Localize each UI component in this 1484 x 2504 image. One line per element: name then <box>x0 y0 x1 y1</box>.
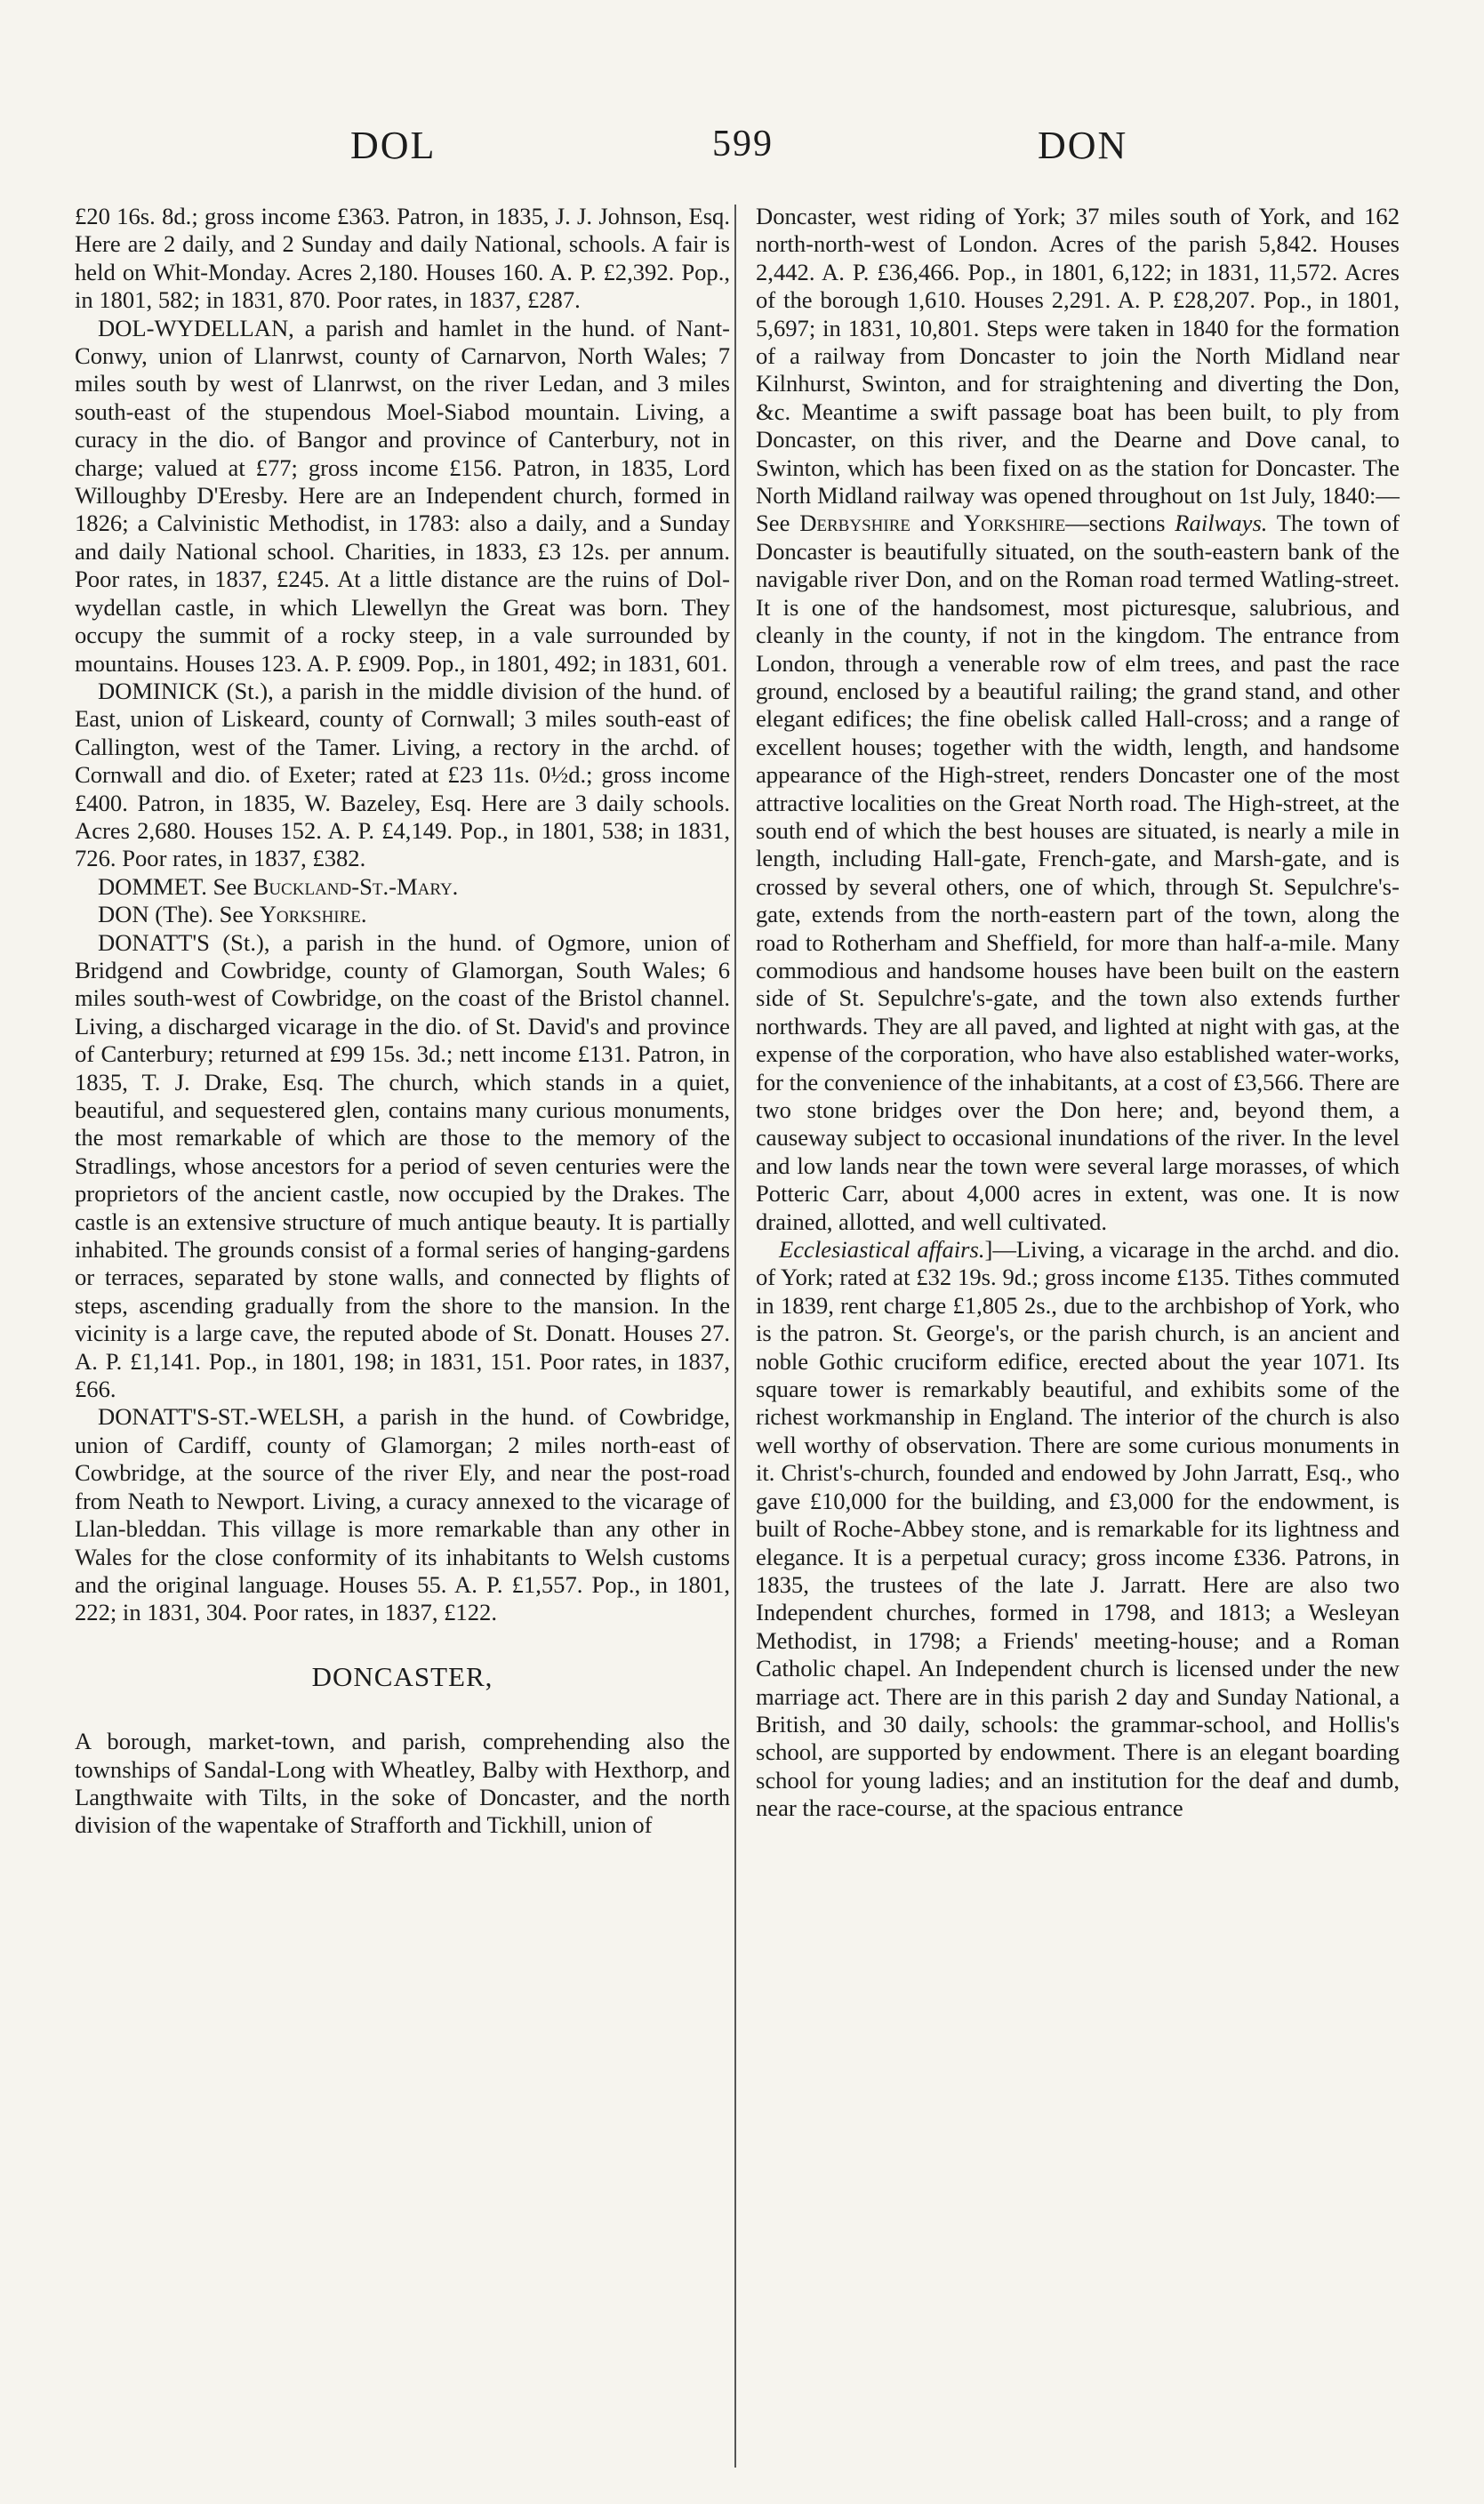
cross-reference: Derbyshire <box>799 510 910 537</box>
entry-donatts-st-welsh: DONATT'S-ST.-WELSH, a parish in the hund. of Cowbridge, union of Cardiff, county of Glamorgan; 2 miles north-east of Cowbridge, at the source of the river Ely, and near the post-road from Neath to Newport. Living, a curacy annexed to the vicarage of Llan-bleddan. This village is more remarkable than any other in Wales for the close conformity of its inhabitants to Welsh customs and the original language. Houses 55. A. P. £1,557. Pop., in 1801, 222; in 1831, 304. Poor rates, in 1837, £122. <box>75 1403 730 1626</box>
entry-doncaster-continued <box>756 203 1400 1236</box>
column-divider <box>734 205 736 2468</box>
doncaster-text-a: Doncaster, west riding of York; 37 miles south of York, and 162 north-north-west of London. Acres of the parish 5,842. Houses 2,442. A. P. £36,466. Pop., in 1801, 6,122; in 1831, 11,572. Acres of the borough 1,610. Houses 2,291. A. P. £28,207. Pop., in 1801, 5,697; in 1831, 10,801. Steps were taken in 1840 for the formation of a railway from Doncaster to join the North Midland near Kilnhurst, Swinton, and for straightening and diverting the Don, &c. Meantime a swift passage boat has been built, to ply from Doncaster, on this river, and the Dearne and Dove canal, to Swinton, which has been fixed on as the station for Doncaster. The North Midland railway was opened throughout on 1st July, 1840:—See <box>756 203 1400 537</box>
running-head-right: DON <box>1038 124 1128 167</box>
running-head-left: DOL <box>350 124 437 167</box>
sections-label: —sections <box>1065 510 1166 537</box>
see-label: See <box>219 901 254 928</box>
see-label: See <box>213 872 247 900</box>
cross-reference: Yorkshire. <box>259 901 367 928</box>
entry-doncaster-intro: A borough, market-town, and parish, comprehending also the townships of Sandal-Long with Wheatley, Balby with Hexthorp, and Langthwaite with Tilts, in the soke of Doncaster, and the north division of the wapentake of Strafforth and Tickhill, union of <box>75 1728 730 1839</box>
doncaster-text-b: The town of Doncaster is beautifully situated, on the south-eastern bank of the navigable river Don, and on the Roman road termed Watling-street. It is one of the handsomest, most picturesque, salubrious, and cleanly in the county, if not in the kingdom. The entrance from London, through a venerable row of elm trees, and past the race ground, enclosed by a beautiful railing; the grand stand, and other elegant edifices; the fine obelisk called Hall-cross; and a range of excellent houses; together with the width, length, and handsome appearance of the High-street, renders Doncaster one of the most attractive localities on the Great North road. The High-street, at the south end of which the best houses are situated, is nearly a mile in length, including Hall-gate, French-gate, and Marsh-gate, and is crossed by several others, one of which, through St. Sepulchre's-gate, extends from the north-eastern part of the town, along the road to Rotherham and Sheffield, for more than half-a-mile. Many commodious and handsome houses have been built on the eastern side of St. Sepulchre's-gate, and the town also extends further northwards. They are all paved, and lighted at night with gas, at the expense of the corporation, who have also established water-works, for the convenience of the inhabitants, at a cost of £3,566. There are two stone bridges over the Don here; and, beyond them, a causeway subject to occasional inundations of the river. In the level and low lands near the town were several large morasses, of which Potteric Carr, about 4,000 acres in extent, was one. It is now drained, allotted, and well cultivated. <box>756 510 1400 1235</box>
entry-don-the <box>75 901 730 928</box>
left-column <box>75 203 730 1840</box>
entry-donatts: DONATT'S (St.), a parish in the hund. of Ogmore, union of Bridgend and Cowbridge, county of Glamorgan, South Wales; 6 miles south-west of Cowbridge, on the coast of the Bristol channel. Living, a discharged vicarage in the dio. of St. David's and province of Canterbury; returned at £99 15s. 3d.; nett income £131. Patron, in 1835, T. J. Drake, Esq. The church, which stands in a quiet, beautiful, and sequestered glen, contains many curious monuments, the most remarkable of which are those to the memory of the Stradlings, whose ancestors for a period of seven centuries were the proprietors of the ancient castle, now occupied by the Drakes. The castle is an extensive structure of much antique beauty. It is partially inhabited. The grounds consist of a formal series of hanging-gardens or terraces, separated by stone walls, and connected by flights of steps, ascending gradually from the shore to the mansion. In the vicinity is a large cave, the reputed abode of St. Donatt. Houses 27. A. P. £1,141. Pop., in 1801, 198; in 1831, 151. Poor rates, in 1837, £66. <box>75 928 730 1403</box>
cross-reference: Buckland-St.-Mary. <box>253 872 459 900</box>
right-column <box>756 203 1400 1823</box>
subsection-head: Ecclesiastical affairs. <box>779 1236 985 1264</box>
entry-head: DON (The). <box>98 901 213 928</box>
entry-head: DOMMET. <box>98 872 207 900</box>
entry-ecclesiastical-affairs <box>756 1236 1400 1823</box>
entry-dominick: DOMINICK (St.), a parish in the middle division of the hund. of East, union of Liskeard, county of Cornwall; 3 miles south-east of Callington, west of the Tamer. Living, a rectory in the archd. of Cornwall and dio. of Exeter; rated at £23 11s. 0½d.; gross income £400. Patron, in 1835, W. Bazeley, Esq. Here are 3 daily schools. Acres 2,680. Houses 152. A. P. £4,149. Pop., in 1801, 538; in 1831, 726. Poor rates, in 1837, £382. <box>75 677 730 872</box>
railways-label: Railways. <box>1175 510 1268 537</box>
page-number: 599 <box>712 124 774 165</box>
entry-dommet <box>75 873 730 901</box>
entry-continuation: £20 16s. 8d.; gross income £363. Patron, in 1835, J. J. Johnson, Esq. Here are 2 daily, and 2 Sunday and daily National, schools. A fair is held on Whit-Monday. Acres 2,180. Houses 160. A. P. £2,392. Pop., in 1801, 582; in 1831, 870. Poor rates, in 1837, £287. <box>75 203 730 314</box>
section-title: DONCASTER, <box>311 1660 493 1692</box>
entry-dol-wydellan: DOL-WYDELLAN, a parish and hamlet in the hund. of Nant-Conwy, union of Llanrwst, county of Carnarvon, North Wales; 7 miles south by west of Llanrwst, on the river Ledan, and 3 miles south-east of the stupendous Moel-Siabod mountain. Living, a curacy in the dio. of Bangor and province of Canterbury, not in charge; valued at £77; gross income £156. Patron, in 1835, Lord Willoughby D'Eresby. Here are an Independent church, formed in 1826; a Calvinistic Methodist, in 1783: also a daily, and a Sunday and daily National school. Charities, in 1833, £3 12s. per annum. Poor rates, in 1837, £245. At a little distance are the ruins of Dol-wydellan castle, in which Llewellyn the Great was born. They occupy the summit of a rocky steep, in a vale surrounded by mountains. Houses 123. A. P. £909. Pop., in 1801, 492; in 1831, 601. <box>75 314 730 677</box>
conjunction: and <box>919 510 955 537</box>
cross-reference: Yorkshire <box>963 510 1066 537</box>
ecclesiastical-text: ]—Living, a vicarage in the archd. and dio. of York; rated at £32 19s. 9d.; gross income £135. Tithes commuted in 1839, rent charge £1,805 2s., due to the archbishop of York, who is the patron. St. George's, or the parish church, is an ancient and noble Gothic cruciform edifice, erected about the year 1071. Its square tower is remarkably beautiful, and exhibits some of the richest workmanship in England. The interior of the church is also well worthy of observation. There are some curious monuments in it. Christ's-church, founded and endowed by John Jarratt, Esq., who gave £10,000 for the building, and £3,000 for the endowment, is built of Roche-Abbey stone, and is remarkable for its lightness and elegance. It is a perpetual curacy; gross income £336. Patrons, in 1835, the trustees of the late J. Jarratt. Here are also two Independent churches, formed in 1798, and 1813; a Wesleyan Methodist, in 1798; a Friends' meeting-house; and a Roman Catholic chapel. An Independent church is licensed under the new marriage act. There are in this parish 2 day and Sunday National, a British, and 30 daily, schools: the grammar-school, and Hollis's school, are supported by endowment. There is an elegant boarding school for young ladies; and an institution for the deaf and dumb, near the race-course, at the spacious entrance <box>756 1236 1400 1822</box>
